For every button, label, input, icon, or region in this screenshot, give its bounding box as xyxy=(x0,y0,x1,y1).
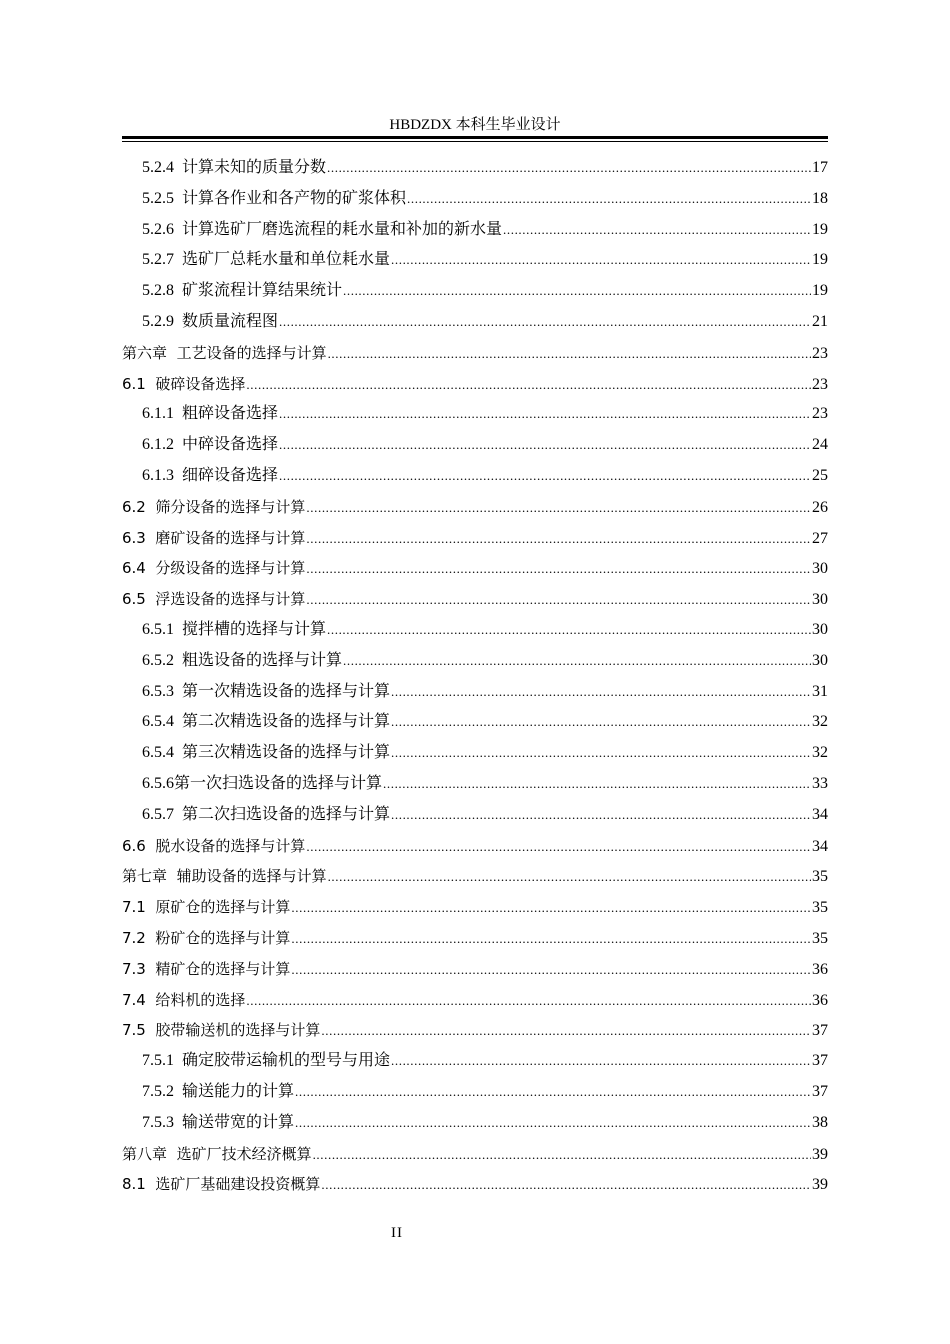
toc-entry-title xyxy=(142,464,278,488)
dot-leader xyxy=(306,835,811,859)
toc-entry-number: 6.4 xyxy=(122,559,146,578)
toc-entry[interactable] xyxy=(122,803,828,834)
toc-entry-title xyxy=(122,988,245,1012)
dot-leader xyxy=(503,218,811,242)
toc-entry[interactable] xyxy=(122,279,828,310)
toc-entry-text: 原矿仓的选择与计算 xyxy=(155,898,291,917)
toc-entry-text: 脱水设备的选择与计算 xyxy=(155,836,306,855)
toc-entry-number: 第六章 xyxy=(122,343,168,362)
toc-entry-title xyxy=(122,526,305,550)
toc-entry-number: 6.2 xyxy=(122,497,146,516)
toc-entry-number: 7.4 xyxy=(122,990,146,1009)
toc-entry-title xyxy=(122,1172,320,1196)
toc-entry-title xyxy=(122,834,305,858)
toc-entry-text: 计算各作业和各产物的矿浆体积 xyxy=(182,189,407,207)
toc-entry-page: 31 xyxy=(812,682,828,700)
toc-entry-page: 30 xyxy=(812,620,828,638)
toc-entry[interactable] xyxy=(122,587,828,618)
toc-entry[interactable] xyxy=(122,649,828,680)
toc-entry-number: 5.2.7 xyxy=(142,251,174,269)
header-rule-thick xyxy=(122,136,828,139)
toc-entry-text: 粉矿仓的选择与计算 xyxy=(155,928,291,947)
toc-entry-page: 30 xyxy=(812,651,828,669)
toc-entry-number: 6.3 xyxy=(122,528,146,547)
dot-leader xyxy=(279,310,811,334)
toc-entry-text: 给料机的选择 xyxy=(155,990,246,1009)
toc-entry-number: 7.5.2 xyxy=(142,1082,174,1100)
dot-leader xyxy=(327,618,811,642)
toc-entry-page: 17 xyxy=(812,159,828,176)
toc-entry-title xyxy=(142,618,326,642)
toc-entry-number: 6.1.3 xyxy=(142,466,174,484)
toc-entry-page: 37 xyxy=(812,1082,828,1100)
toc-entry-page: 35 xyxy=(812,899,828,917)
dot-leader xyxy=(306,588,811,612)
toc-entry[interactable] xyxy=(122,1049,828,1080)
toc-entry-title xyxy=(122,1018,320,1042)
toc-entry-text: 分级设备的选择与计算 xyxy=(155,559,306,578)
toc-entry-text: 胶带输送机的选择与计算 xyxy=(155,1021,321,1040)
dot-leader xyxy=(279,464,811,488)
dot-leader xyxy=(391,710,811,734)
toc-entry-number: 7.1 xyxy=(122,898,146,917)
toc-entry[interactable] xyxy=(122,834,828,865)
toc-entry[interactable] xyxy=(122,310,828,341)
dot-leader xyxy=(291,958,811,982)
toc-entry[interactable] xyxy=(122,988,828,1019)
toc-entry-page: 39 xyxy=(812,1145,828,1163)
toc-entry-page: 21 xyxy=(812,312,828,330)
toc-entry[interactable] xyxy=(122,1018,828,1049)
dot-leader xyxy=(343,649,811,673)
toc-entry[interactable] xyxy=(122,187,828,218)
toc-entry-text: 确定胶带运输机的型号与用途 xyxy=(182,1052,391,1070)
toc-entry[interactable] xyxy=(122,680,828,711)
toc-entry-title xyxy=(122,556,305,580)
toc-entry-title xyxy=(142,310,278,334)
toc-entry-title xyxy=(142,218,502,242)
toc-entry-page: 30 xyxy=(812,560,828,578)
toc-entry-page: 34 xyxy=(812,805,828,823)
toc-entry-number: 6.5.7 xyxy=(142,805,174,823)
toc-entry[interactable] xyxy=(122,1172,828,1203)
toc-entry-title xyxy=(142,156,326,180)
toc-entry-number: 6.5.4 xyxy=(142,744,174,762)
toc-entry-number: 第八章 xyxy=(122,1144,168,1163)
dot-leader xyxy=(306,496,811,520)
dot-leader xyxy=(246,373,811,397)
toc-entry[interactable] xyxy=(122,248,828,279)
toc-entry-text: 输送带宽的计算 xyxy=(182,1113,295,1131)
toc-entry-title xyxy=(142,187,406,211)
toc-entry-text: 工艺设备的选择与计算 xyxy=(176,343,327,362)
toc-entry-title xyxy=(122,1142,312,1166)
dot-leader xyxy=(383,772,811,796)
toc-entry-title xyxy=(142,433,278,457)
toc-entry[interactable] xyxy=(122,618,828,649)
toc-entry-text: 第二次扫选设备的选择与计算 xyxy=(182,805,391,823)
toc-entry-page: 19 xyxy=(812,220,828,238)
toc-entry-number: 5.2.6 xyxy=(142,220,174,238)
toc-entry-number: 8.1 xyxy=(122,1175,146,1194)
dot-leader xyxy=(279,402,811,426)
toc-entry-page: 37 xyxy=(812,1022,828,1040)
toc-entry-text: 中碎设备选择 xyxy=(182,436,279,454)
toc-entry-number: 7.5.3 xyxy=(142,1113,174,1131)
toc-entry-number: 5.2.9 xyxy=(142,312,174,330)
toc-entry-text: 破碎设备选择 xyxy=(155,374,246,393)
toc-entry-text: 输送能力的计算 xyxy=(182,1082,295,1100)
toc-entry-number: 6.5 xyxy=(122,590,146,609)
toc-entry-title xyxy=(142,710,390,734)
toc-entry[interactable] xyxy=(122,156,828,187)
toc-entry-text: 第一次精选设备的选择与计算 xyxy=(182,682,391,700)
toc-entry-page: 35 xyxy=(812,868,828,886)
toc-entry-title xyxy=(122,957,290,981)
toc-entry[interactable] xyxy=(122,926,828,957)
dot-leader xyxy=(246,989,811,1013)
dot-leader xyxy=(306,527,811,551)
toc-entry-title xyxy=(122,864,327,888)
toc-entry-text: 数质量流程图 xyxy=(182,312,279,330)
toc-entry-number: 5.2.5 xyxy=(142,189,174,207)
toc-entry-title xyxy=(142,741,390,765)
dot-leader xyxy=(295,1111,811,1135)
table-of-contents xyxy=(122,156,828,1203)
dot-leader xyxy=(391,1049,811,1073)
toc-entry-title xyxy=(122,372,245,396)
toc-entry-number: 6.1 xyxy=(122,374,146,393)
toc-entry[interactable] xyxy=(122,372,828,403)
page-header: HBDZDX 本科生毕业设计 xyxy=(389,117,561,133)
toc-entry-number: 6.1.2 xyxy=(142,436,174,454)
dot-leader xyxy=(391,803,811,827)
toc-entry-page: 27 xyxy=(812,529,828,547)
toc-entry-text: 粗碎设备选择 xyxy=(182,405,279,423)
toc-entry-title xyxy=(142,1111,294,1135)
toc-entry-page: 36 xyxy=(812,991,828,1009)
header-rule-thin xyxy=(122,141,828,142)
toc-entry-page: 38 xyxy=(812,1113,828,1131)
toc-entry-page: 19 xyxy=(812,282,828,300)
toc-entry-page: 23 xyxy=(812,375,828,393)
toc-entry-page: 32 xyxy=(812,713,828,731)
dot-leader xyxy=(279,433,811,457)
toc-entry-text: 选矿厂技术经济概算 xyxy=(176,1144,312,1163)
toc-entry-text: 第三次精选设备的选择与计算 xyxy=(182,744,391,762)
toc-entry-number: 6.1.1 xyxy=(142,405,174,423)
toc-entry-number: 5.2.4 xyxy=(142,159,174,176)
toc-entry-text: 计算未知的质量分数 xyxy=(182,159,327,176)
toc-entry-text: 粗选设备的选择与计算 xyxy=(182,651,343,669)
toc-entry-text: 磨矿设备的选择与计算 xyxy=(155,528,306,547)
toc-entry-page: 35 xyxy=(812,929,828,947)
toc-entry-page: 36 xyxy=(812,960,828,978)
page-number: II xyxy=(391,1225,403,1241)
toc-entry[interactable] xyxy=(122,341,828,372)
toc-entry-title xyxy=(122,587,305,611)
toc-entry-title xyxy=(142,680,390,704)
toc-entry[interactable] xyxy=(122,526,828,557)
toc-entry-text: 辅助设备的选择与计算 xyxy=(176,867,327,886)
dot-leader xyxy=(407,187,811,211)
toc-entry[interactable] xyxy=(122,710,828,741)
toc-entry-page: 24 xyxy=(812,436,828,454)
toc-entry-page: 33 xyxy=(812,774,828,792)
toc-entry[interactable] xyxy=(122,402,828,433)
dot-leader xyxy=(321,1019,811,1043)
toc-entry[interactable] xyxy=(122,957,828,988)
toc-entry-number: 6.5.6 xyxy=(142,774,174,792)
dot-leader xyxy=(391,248,811,272)
toc-entry-title xyxy=(142,803,390,827)
toc-entry[interactable] xyxy=(122,1111,828,1142)
toc-entry-number: 6.6 xyxy=(122,836,146,855)
toc-entry-text: 搅拌槽的选择与计算 xyxy=(182,620,327,638)
toc-entry-title xyxy=(122,926,290,950)
dot-leader xyxy=(291,927,811,951)
toc-entry-text: 细碎设备选择 xyxy=(182,466,279,484)
toc-entry-title xyxy=(122,341,327,365)
toc-entry-page: 30 xyxy=(812,591,828,609)
toc-entry[interactable] xyxy=(122,464,828,495)
toc-entry-text: 浮选设备的选择与计算 xyxy=(155,590,306,609)
dot-leader xyxy=(321,1173,811,1197)
toc-entry[interactable] xyxy=(122,864,828,895)
toc-entry-number: 第七章 xyxy=(122,867,168,886)
dot-leader xyxy=(391,741,811,765)
toc-entry-page: 19 xyxy=(812,251,828,269)
toc-entry-title xyxy=(142,402,278,426)
toc-entry-title xyxy=(142,248,390,272)
toc-entry[interactable] xyxy=(122,772,828,803)
toc-entry[interactable] xyxy=(122,1142,828,1173)
toc-entry-text: 矿浆流程计算结果统计 xyxy=(182,282,343,300)
dot-leader xyxy=(306,557,811,581)
toc-entry-text: 精矿仓的选择与计算 xyxy=(155,959,291,978)
toc-entry[interactable] xyxy=(122,556,828,587)
toc-entry-text: 选矿厂基础建设投资概算 xyxy=(155,1175,321,1194)
toc-entry-number: 5.2.8 xyxy=(142,282,174,300)
toc-entry-title xyxy=(142,772,382,796)
dot-leader xyxy=(295,1080,811,1104)
toc-entry-text: 筛分设备的选择与计算 xyxy=(155,497,306,516)
toc-entry-title xyxy=(142,649,342,673)
toc-entry-text: 选矿厂总耗水量和单位耗水量 xyxy=(182,251,391,269)
toc-entry-number: 7.5 xyxy=(122,1021,146,1040)
dot-leader xyxy=(391,680,811,704)
toc-entry-text: 第二次精选设备的选择与计算 xyxy=(182,713,391,731)
toc-entry-page: 26 xyxy=(812,498,828,516)
toc-entry-number: 6.5.4 xyxy=(142,713,174,731)
toc-entry-number: 7.5.1 xyxy=(142,1052,174,1070)
toc-entry[interactable] xyxy=(122,218,828,249)
toc-entry[interactable] xyxy=(122,895,828,926)
toc-entry-page: 18 xyxy=(812,189,828,207)
dot-leader xyxy=(328,342,811,366)
toc-entry[interactable] xyxy=(122,495,828,526)
dot-leader xyxy=(343,279,811,303)
toc-entry-title xyxy=(122,895,290,919)
toc-entry-title xyxy=(142,1049,390,1073)
toc-entry-number: 6.5.3 xyxy=(142,682,174,700)
dot-leader xyxy=(328,865,811,889)
toc-entry[interactable] xyxy=(122,1080,828,1111)
toc-entry[interactable] xyxy=(122,433,828,464)
toc-entry-page: 25 xyxy=(812,466,828,484)
toc-entry-number: 6.5.2 xyxy=(142,651,174,669)
toc-entry-number: 7.2 xyxy=(122,928,146,947)
toc-entry-number: 7.3 xyxy=(122,959,146,978)
toc-entry-number: 6.5.1 xyxy=(142,620,174,638)
toc-entry-page: 23 xyxy=(812,405,828,423)
toc-entry-text: 第一次扫选设备的选择与计算 xyxy=(174,774,383,792)
toc-entry-page: 34 xyxy=(812,837,828,855)
toc-entry[interactable] xyxy=(122,741,828,772)
toc-entry-page: 23 xyxy=(812,344,828,362)
toc-entry-title xyxy=(122,495,305,519)
toc-entry-page: 32 xyxy=(812,744,828,762)
toc-entry-title xyxy=(142,279,342,303)
toc-entry-title xyxy=(142,1080,294,1104)
dot-leader xyxy=(313,1143,811,1167)
dot-leader xyxy=(291,896,811,920)
toc-entry-page: 39 xyxy=(812,1176,828,1194)
dot-leader xyxy=(327,156,811,180)
toc-entry-text: 计算选矿厂磨选流程的耗水量和补加的新水量 xyxy=(182,220,503,238)
toc-entry-page: 37 xyxy=(812,1052,828,1070)
